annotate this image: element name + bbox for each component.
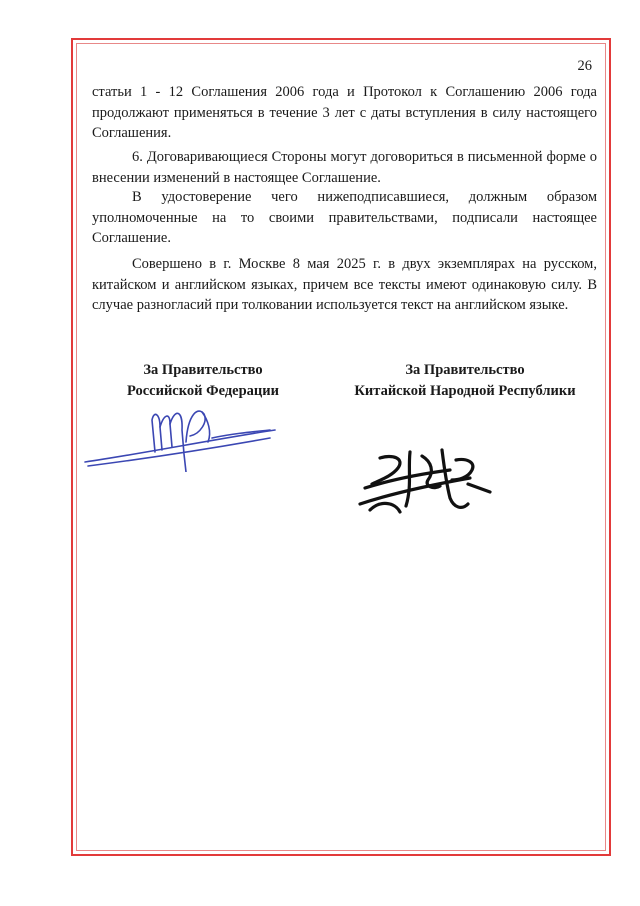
signatory-russia-line1: За Правительство <box>143 362 263 378</box>
paragraph-amendments: 6. Договаривающиеся Стороны могут договориться в письменной форме о внесении изменений в настоящее Соглашение. <box>92 149 597 186</box>
signature-china <box>350 440 500 520</box>
signature-russia <box>80 392 280 472</box>
paragraph-continuation: статьи 1 - 12 Соглашения 2006 года и Протокол к Соглашению 2006 года продолжают применяться в течение 3 лет с даты вступления в силу настоящего Соглашения. <box>92 84 597 141</box>
paragraph-done-at: Совершено в г. Москве 8 мая 2025 г. в двух экземплярах на русском, китайском и английском языках, причем все тексты имеют одинаковую силу. В случае разногласий при толковании используется текст на английском языке. <box>92 256 597 313</box>
page-number: 26 <box>577 58 592 74</box>
signatory-china-line1: За Правительство <box>405 362 525 378</box>
signatory-china-line2: Китайской Народной Республики <box>354 382 576 399</box>
paragraph-witness: В удостоверение чего нижеподписавшиеся, должным образом уполномоченные на то своими правительствами, подписали настоящее Соглашение. <box>92 189 597 246</box>
signatory-russia-line2: Российской Федерации <box>126 382 279 399</box>
signatory-china <box>340 360 590 401</box>
